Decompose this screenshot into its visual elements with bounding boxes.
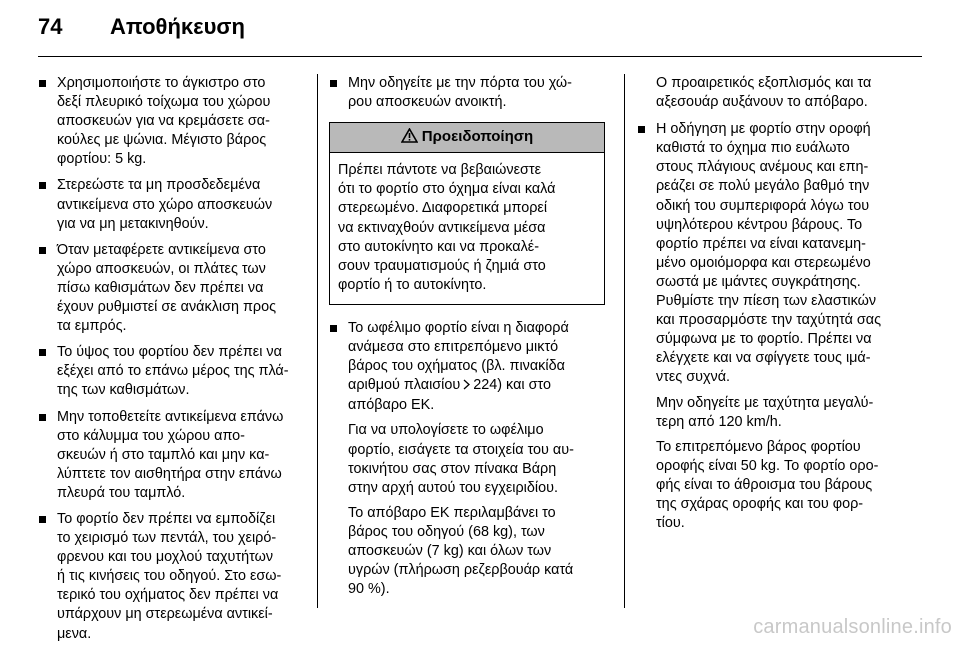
watermark: carmanualsonline.info — [753, 616, 952, 638]
page-number: 74 — [38, 14, 63, 39]
column-divider-2 — [624, 74, 625, 608]
list-item: Η οδήγηση με φορτίο στην οροφή καθιστά το όχημα πιο ευάλωτο στους πλάγιους ανέμους και επη- ρεάζει σε πολύ μεγάλο βαθμό την οδική του συμπεριφορά λόγω του υψηλότερου κέντρου βάρους. Το φορτίο πρέπει να είναι κατανεμη- μένο ομοιόμορφα και στερεωμένο σωστά με ιμάντες συγκράτησης. Ρυθμίστε την πίεση των ελαστικών και προσαρμόστε την ταχύτητά σας σύμφωνα με το φορτίο. Πρέπει να ελέγχετε και να σφίγγετε τους ιμά- ντες συχνά. — [637, 120, 907, 387]
list-item: Το ύψος του φορτίου δεν πρέπει να εξέχει από το επάνω μέρος της πλά- της των καθισμάτων. — [38, 343, 304, 400]
list-item: Το ωφέλιμο φορτίο είναι η διαφορά ανάμεσα στο επιτρεπόμενο μικτό βάρος του οχήματος (βλ. πινακίδα αριθμού πλαισίου 224) και στο απόβαρο ΕΚ. — [329, 319, 605, 415]
paragraph: Μην οδηγείτε με ταχύτητα μεγαλύ- τερη από 120 km/h. — [656, 394, 874, 430]
warning-box — [329, 122, 605, 305]
warning-header — [330, 123, 604, 153]
column-1 — [38, 74, 304, 651]
page-reference-icon — [462, 377, 471, 396]
warning-triangle-icon — [401, 128, 418, 148]
page-header — [38, 14, 245, 40]
column-2 — [329, 74, 605, 599]
list-item: Όταν μεταφέρετε αντικείμενα στο χώρο αποσκευών, οι πλάτες των πίσω καθισμάτων δεν πρέπει να έχουν ρυθμιστεί σε ανάκλιση προς τα εμπρός. — [38, 241, 304, 336]
list-item: Χρησιμοποιήστε το άγκιστρο στο δεξί πλευρικό τοίχωμα του χώρου αποσκευών για να κρεμάσετε σα- κούλες με ψώνια. Μέγιστο βάρος φορτίου: 5 kg. — [38, 74, 304, 169]
page-title: Αποθήκευση — [110, 14, 245, 39]
list-item: Μην οδηγείτε με την πόρτα του χώ- ρου αποσκευών ανοικτή. — [329, 74, 605, 112]
column-divider-1 — [317, 74, 318, 608]
warning-body: Πρέπει πάντοτε να βεβαιώνεστε ότι το φορτίο στο όχημα είναι καλά στερεωμένο. Διαφορετικά μπορεί να εκτιναχθούν αντικείμενα μέσα στο αυτοκίνητο και να προκαλέ- σουν τραυματισμούς ή ζημιά στο φορτίο ή το αυτοκίνητο. — [338, 162, 556, 293]
paragraph: Το απόβαρο ΕΚ περιλαμβάνει το βάρος του οδηγού (68 kg), των αποσκευών (7 kg) και όλων των υγρών (πλήρωση ρεζερβουάρ κατά 90 %). — [348, 504, 574, 598]
list-item: Το φορτίο δεν πρέπει να εμποδίζει το χειρισμό των πεντάλ, του χειρό- φρενου και του μοχλού ταχυτήτων ή τις κινήσεις του οδηγού. Στο εσω- τερικό του οχήματος δεν πρέπει να υπάρχουν μη στερεωμένα αντικεί- μενα. — [38, 510, 304, 644]
paragraph: Ο προαιρετικός εξοπλισμός και τα αξεσουάρ αυξάνουν το απόβαρο. — [656, 75, 872, 111]
header-divider — [38, 56, 922, 57]
paragraph: Για να υπολογίσετε το ωφέλιμο φορτίο, εισάγετε τα στοιχεία του αυ- τοκινήτου σας στον πίνακα Βάρη στην αρχή αυτού του εγχειριδίου. — [348, 422, 574, 496]
paragraph: Το επιτρεπόμενο βάρος φορτίου οροφής είναι 50 kg. Το φορτίο ορο- φής είναι το άθροισμα του βάρους της σχάρας οροφής και του φορ- τίου. — [656, 438, 879, 532]
list-item: Μην τοποθετείτε αντικείμενα επάνω στο κάλυμμα του χώρου απο- σκευών ή στο ταμπλό και μην κα- λύπτετε τον αισθητήρα στην επάνω πλευρά του ταμπλό. — [38, 408, 304, 503]
warning-title: Προειδοποίηση — [421, 128, 534, 146]
column-3 — [637, 74, 907, 533]
list-item: Στερεώστε τα μη προσδεδεμένα αντικείμενα στο χώρο αποσκευών για να μη μετακινηθούν. — [38, 176, 304, 233]
